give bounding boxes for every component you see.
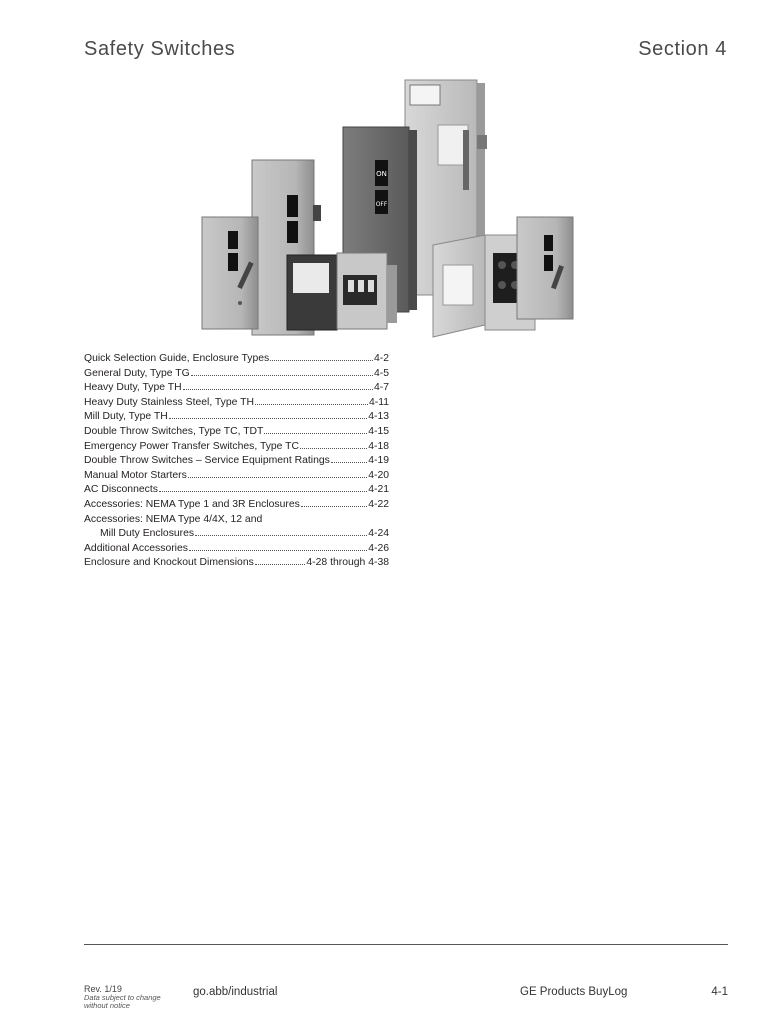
- toc-entry-text: Heavy Duty Stainless Steel, Type TH: [84, 396, 254, 408]
- toc-entry-page: 4-21: [368, 484, 389, 496]
- toc-entry-page: 4-26: [368, 542, 389, 554]
- toc-entry-text: Emergency Power Transfer Switches, Type TC: [84, 440, 300, 452]
- publication-name: GE Products BuyLog: [520, 986, 628, 998]
- toc-entry-page: 4-19: [368, 455, 389, 467]
- toc-entry[interactable]: [84, 483, 389, 498]
- toc-entry-page: 4-22: [368, 498, 389, 510]
- table-of-contents: [84, 352, 389, 571]
- toc-entry[interactable]: [84, 454, 389, 469]
- footer-rule: [84, 944, 728, 945]
- toc-entry[interactable]: [84, 396, 389, 411]
- toc-leader-dots: [188, 469, 367, 478]
- toc-entry[interactable]: [84, 469, 389, 484]
- page-title: Safety Switches: [84, 38, 236, 60]
- toc-entry-text: Additional Accessories: [84, 542, 188, 554]
- section-label: Section 4: [638, 38, 727, 60]
- toc-entry-page: 4-15: [368, 425, 389, 437]
- toc-entry-text: Mill Duty Enclosures: [100, 528, 195, 540]
- toc-entry-page: 4-24: [368, 528, 389, 540]
- small-switch-enclosure: [202, 217, 258, 329]
- toc-entry-text: Double Throw Switches, Type TC, TDT: [84, 425, 264, 437]
- toc-entry[interactable]: [84, 352, 389, 367]
- open-switch-enclosure: [287, 253, 397, 330]
- toc-leader-dots: [255, 396, 368, 405]
- toc-entry-page: 4-20: [368, 469, 389, 481]
- toc-leader-dots: [169, 410, 367, 419]
- toc-entry[interactable]: [84, 425, 389, 440]
- toc-entry-page: 4-2: [373, 353, 389, 364]
- toc-entry-text: AC Disconnects: [84, 484, 158, 496]
- toc-entry[interactable]: [84, 513, 389, 528]
- toc-leader-dots: [191, 367, 373, 376]
- toc-entry[interactable]: [84, 527, 389, 542]
- toc-entry-page: 4-5: [373, 367, 389, 379]
- toc-leader-dots: [331, 454, 367, 463]
- toc-entry[interactable]: [84, 410, 389, 425]
- toc-leader-dots: [189, 542, 367, 551]
- toc-entry-text: General Duty, Type TG: [84, 367, 190, 379]
- disclaimer-note: Data subject to change without notice: [84, 993, 161, 1010]
- toc-leader-dots: [183, 381, 373, 390]
- off-label: OFF: [375, 201, 388, 208]
- toc-entry-text: Heavy Duty, Type TH: [84, 382, 182, 394]
- toc-leader-dots: [301, 498, 367, 507]
- revision-label: Rev. 1/19: [84, 984, 122, 994]
- toc-entry-text: Manual Motor Starters: [84, 469, 187, 481]
- toc-entry[interactable]: [84, 542, 389, 557]
- toc-leader-dots: [195, 527, 367, 536]
- toc-entry-text: Quick Selection Guide, Enclosure Types: [84, 353, 270, 364]
- toc-leader-dots: [270, 352, 373, 361]
- toc-entry[interactable]: [84, 440, 389, 455]
- toc-entry-page: 4-13: [368, 411, 389, 423]
- small-switch-enclosure-right: [517, 217, 573, 319]
- toc-entry[interactable]: [84, 381, 389, 396]
- toc-entry-page: 4-18: [368, 440, 389, 452]
- footer-url-link[interactable]: go.abb/industrial: [193, 986, 278, 998]
- toc-leader-dots: [255, 556, 306, 565]
- toc-entry[interactable]: [84, 556, 389, 571]
- toc-entry-page: 4-7: [373, 382, 389, 394]
- toc-entry[interactable]: [84, 498, 389, 513]
- on-label: ON: [376, 170, 387, 178]
- toc-entry-text: Accessories: NEMA Type 1 and 3R Enclosures: [84, 498, 300, 510]
- toc-leader-dots: [264, 425, 367, 434]
- toc-entry-text: Double Throw Switches – Service Equipment Ratings: [84, 455, 330, 467]
- toc-leader-dots: [159, 483, 367, 492]
- safety-switches-product-photo: [195, 75, 590, 345]
- toc-entry-text: Enclosure and Knockout Dimensions: [84, 557, 254, 569]
- toc-leader-dots: [300, 440, 367, 449]
- toc-entry-page: 4-28 through 4-38: [306, 557, 389, 569]
- toc-entry-text: Accessories: NEMA Type 4/4X, 12 and: [84, 513, 263, 525]
- toc-entry[interactable]: [84, 367, 389, 382]
- page-number: 4-1: [711, 986, 728, 998]
- toc-entry-page: 4-11: [368, 396, 389, 408]
- toc-entry-text: Mill Duty, Type TH: [84, 411, 168, 423]
